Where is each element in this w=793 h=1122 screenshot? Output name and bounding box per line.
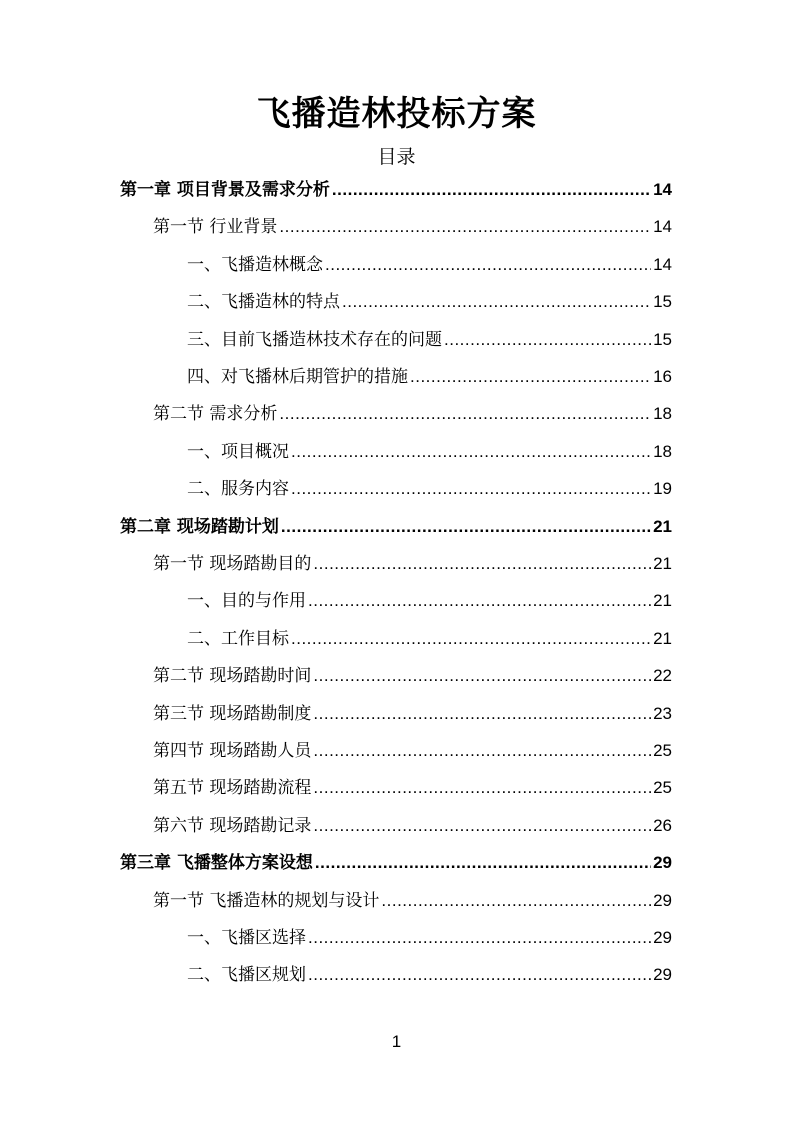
toc-leader-dots xyxy=(308,919,651,956)
toc-entry[interactable] xyxy=(187,470,672,507)
toc-entry-page: 29 xyxy=(653,890,672,910)
toc-leader-dots xyxy=(291,433,651,470)
toc-entry-label: 二、工作目标 xyxy=(187,628,289,649)
toc-entry[interactable] xyxy=(153,545,672,582)
document-title: 飞播造林投标方案 xyxy=(256,94,537,134)
toc-leader-dots xyxy=(281,508,651,545)
toc-entry-page: 29 xyxy=(653,853,672,873)
toc-entry-label: 第二章 现场踏勘计划 xyxy=(120,516,279,537)
toc-entry-label: 四、对飞播林后期管护的措施 xyxy=(187,367,408,387)
toc-entry[interactable] xyxy=(187,433,672,470)
toc-entry-label: 第四节 现场踏勘人员 xyxy=(153,741,312,761)
toc-heading: 目录 xyxy=(377,146,416,168)
toc-entry[interactable] xyxy=(153,395,672,432)
toc-entry-page: 14 xyxy=(653,180,672,199)
toc-entry-page: 18 xyxy=(653,404,672,424)
toc-leader-dots xyxy=(308,582,651,619)
toc-entry[interactable] xyxy=(153,657,672,694)
toc-leader-dots xyxy=(410,358,651,395)
toc-entry-label: 第一章 项目背景及需求分析 xyxy=(120,180,330,200)
toc-entry[interactable] xyxy=(187,358,672,395)
toc-entry-page: 18 xyxy=(653,441,672,461)
toc-leader-dots xyxy=(332,171,651,208)
toc-entry-label: 第二节 需求分析 xyxy=(153,404,278,425)
toc-entry-page: 25 xyxy=(653,778,672,798)
toc-entry-label: 第五节 现场踏勘流程 xyxy=(153,778,312,799)
toc-entry-page: 15 xyxy=(653,329,672,349)
toc-entry-page: 21 xyxy=(653,554,672,573)
toc-entry-label: 三、目前飞播造林技术存在的问题 xyxy=(187,329,442,350)
toc-entry[interactable] xyxy=(187,919,672,956)
toc-entry-page: 19 xyxy=(653,479,672,499)
toc-entry[interactable] xyxy=(153,807,672,844)
toc-entry-page: 22 xyxy=(653,666,672,686)
toc-leader-dots xyxy=(291,470,651,507)
toc-entry-label: 第三节 现场踏勘制度 xyxy=(153,703,312,724)
toc-entry[interactable] xyxy=(153,769,672,806)
toc-entry-label: 第一节 飞播造林的规划与设计 xyxy=(153,890,380,911)
toc-entry-label: 第一节 行业背景 xyxy=(153,217,278,238)
toc-entry-label: 第一节 现场踏勘目的 xyxy=(153,554,312,574)
toc-entry[interactable] xyxy=(187,283,672,320)
toc-entry-page: 14 xyxy=(653,217,672,237)
toc-entry-label: 二、飞播造林的特点 xyxy=(187,292,340,313)
toc-entry-label: 二、飞播区规划 xyxy=(187,965,306,986)
toc-entry[interactable] xyxy=(120,844,672,881)
toc-entry-page: 16 xyxy=(653,367,672,386)
toc-entry[interactable] xyxy=(153,732,672,769)
toc-entry[interactable] xyxy=(187,956,672,993)
toc-entry-page: 15 xyxy=(653,292,672,312)
toc-entry[interactable] xyxy=(187,620,672,657)
toc-leader-dots xyxy=(313,545,651,582)
toc-entry-label: 第二节 现场踏勘时间 xyxy=(153,666,312,687)
toc-entry-page: 29 xyxy=(653,928,672,947)
toc-leader-dots xyxy=(313,732,651,769)
toc-entry-page: 21 xyxy=(653,628,672,648)
toc-leader-dots xyxy=(308,956,651,993)
toc-entry[interactable] xyxy=(153,208,672,245)
toc-entry-label: 一、项目概况 xyxy=(187,441,289,462)
toc-leader-dots xyxy=(313,657,651,694)
toc-leader-dots xyxy=(279,208,651,245)
toc-entry-page: 29 xyxy=(653,965,672,985)
toc-entry-label: 第六节 现场踏勘记录 xyxy=(153,815,312,836)
toc-entry[interactable] xyxy=(153,882,672,919)
toc-entry[interactable] xyxy=(187,246,672,283)
toc-entry[interactable] xyxy=(153,695,672,732)
toc-entry-label: 二、服务内容 xyxy=(187,479,289,500)
toc-entry[interactable] xyxy=(120,508,672,545)
toc-entry-label: 一、目的与作用 xyxy=(187,591,306,612)
toc-leader-dots xyxy=(313,695,651,732)
toc-entry[interactable] xyxy=(120,171,672,208)
toc-entry-label: 一、飞播区选择 xyxy=(187,928,306,948)
toc-leader-dots xyxy=(325,246,651,283)
toc-leader-dots xyxy=(444,321,651,358)
toc-leader-dots xyxy=(381,882,651,919)
toc-leader-dots xyxy=(342,283,651,320)
toc-entry-label: 第三章 飞播整体方案设想 xyxy=(120,853,313,874)
page-number: 1 xyxy=(391,1032,402,1051)
toc-entry[interactable] xyxy=(187,582,672,619)
toc-leader-dots xyxy=(291,620,651,657)
toc-leader-dots xyxy=(313,807,651,844)
toc-entry-label: 一、飞播造林概念 xyxy=(187,254,323,275)
toc-entry-page: 23 xyxy=(653,703,672,723)
toc-leader-dots xyxy=(279,395,651,432)
toc-entry-page: 25 xyxy=(653,741,672,760)
toc-entry-page: 21 xyxy=(653,591,672,611)
toc-leader-dots xyxy=(315,844,651,881)
toc-entry-page: 14 xyxy=(653,254,672,274)
toc-leader-dots xyxy=(313,769,651,806)
toc-entry-page: 21 xyxy=(653,516,672,536)
toc-entry[interactable] xyxy=(187,321,672,358)
toc-entry-page: 26 xyxy=(653,815,672,835)
